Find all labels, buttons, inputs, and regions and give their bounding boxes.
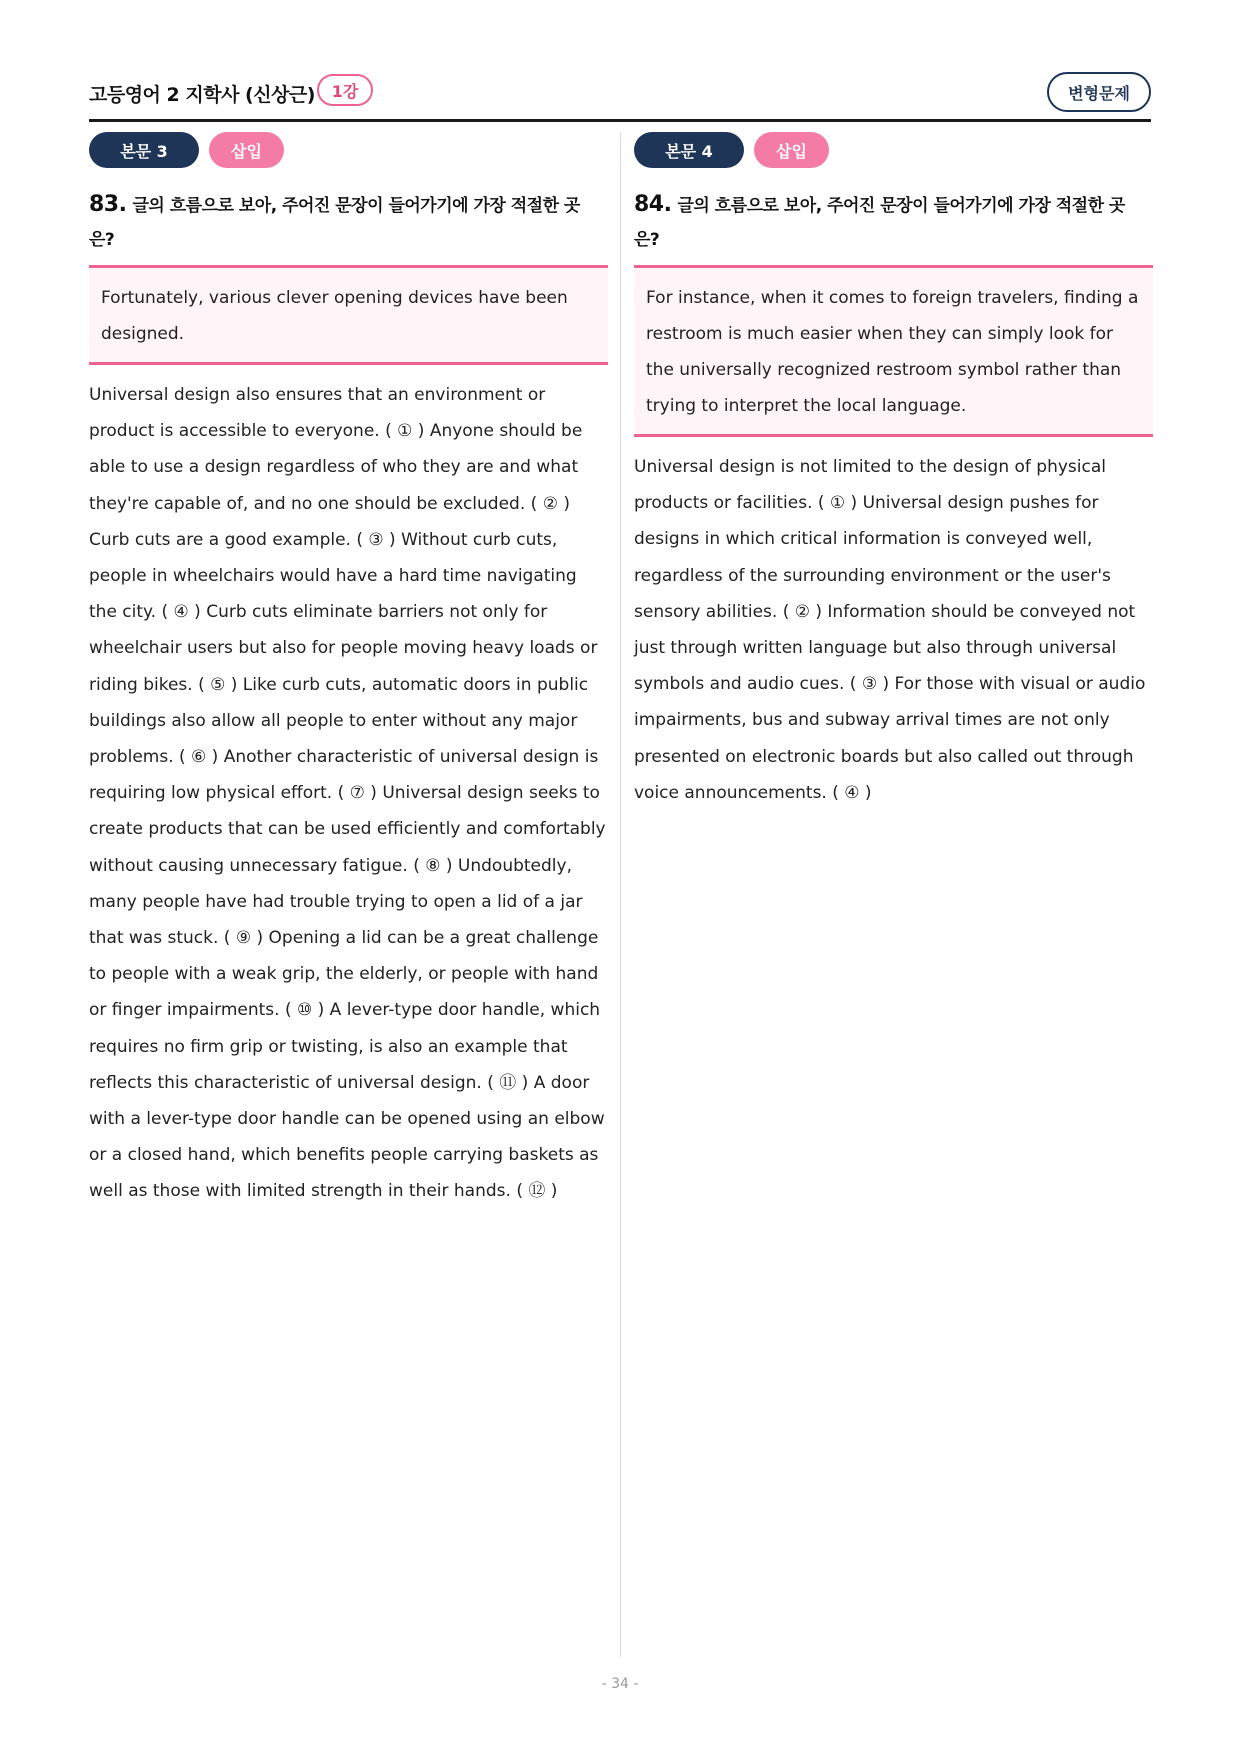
section-badge: 본문 3: [89, 132, 199, 168]
header-divider: [89, 119, 1151, 122]
question-prompt: [89, 188, 608, 257]
question-text: 글의 흐름으로 보아, 주어진 문장이 들어가기에 가장 적절한 곳은?: [634, 196, 1125, 250]
workbook-title: 고등영어 2 지학사 (신상근): [89, 84, 315, 106]
given-sentence: Fortunately, various clever opening devices have been designed.: [101, 288, 568, 344]
question-text: 글의 흐름으로 보아, 주어진 문장이 들어가기에 가장 적절한 곳은?: [89, 196, 580, 250]
given-sentence-box: [634, 265, 1153, 437]
section-badge: 본문 4: [634, 132, 744, 168]
question-84-column: [634, 132, 1153, 811]
given-sentence: For instance, when it comes to foreign travelers, finding a restroom is much easier when they can simply look for the universally recognized restroom symbol rather than trying to interpret the local language.: [646, 288, 1139, 416]
question-prompt: [634, 188, 1153, 257]
lesson-badge: 1강: [317, 74, 373, 106]
question-number: 84.: [634, 192, 672, 217]
question-tag-badge: 삽입: [754, 132, 829, 168]
section-tags: [89, 132, 608, 168]
column-divider: [620, 132, 621, 1657]
question-number: 83.: [89, 192, 127, 217]
passage-text: Universal design is not limited to the design of physical products or facilities. ( ① ) Universal design pushes for designs in which critical information is conveyed well, regardless of the surrounding environment or the user's sensory abilities. ( ② ) Information should be conveyed not just through written language but also through universal symbols and audio cues. ( ③ ) For those with visual or audio impairments, bus and subway arrival times are not only presented on electronic boards but also called out through voice announcements. ( ④ ): [634, 457, 1146, 803]
question-tag-badge: 삽입: [209, 132, 284, 168]
given-sentence-box: [89, 265, 608, 365]
page-number: - 34 -: [601, 1676, 639, 1692]
passage-text: Universal design also ensures that an environment or product is accessible to everyone. ( ① ) Anyone should be able to use a design regardless of who they are and what they're capable of, and no one should be excluded. ( ② ) Curb cuts are a good example. ( ③ ) Without curb cuts, people in wheelchairs would have a hard time navigating the city. ( ④ ) Curb cuts eliminate barriers not only for wheelchair users but also for people moving heavy loads or riding bikes. ( ⑤ ) Like curb cuts, automatic doors in public buildings also allow all people to enter without any major problems. ( ⑥ ) Another characteristic of universal design is requiring low physical effort. ( ⑦ ) Universal design seeks to create products that can be used efficiently and comfortably without causing unnecessary fatigue. ( ⑧ ) Undoubtedly, many people have had trouble trying to open a lid of a jar that was stuck. ( ⑨ ) Opening a lid can be a great challenge to people with a weak grip, the elderly, or people with hand or finger impairments. ( ⑩ ) A lever-type door handle, which requires no firm grip or twisting, is also an example that reflects this characteristic of universal design. ( ⑪ ) A door with a lever-type door handle can be opened using an elbow or a closed hand, which benefits people carrying baskets as well as those with limited strength in their hands. ( ⑫ ): [89, 385, 606, 1202]
question-83-column: [89, 132, 608, 1210]
section-tags: [634, 132, 1153, 168]
question-type-badge: 변형문제: [1047, 72, 1151, 112]
page-header: [89, 72, 1151, 120]
